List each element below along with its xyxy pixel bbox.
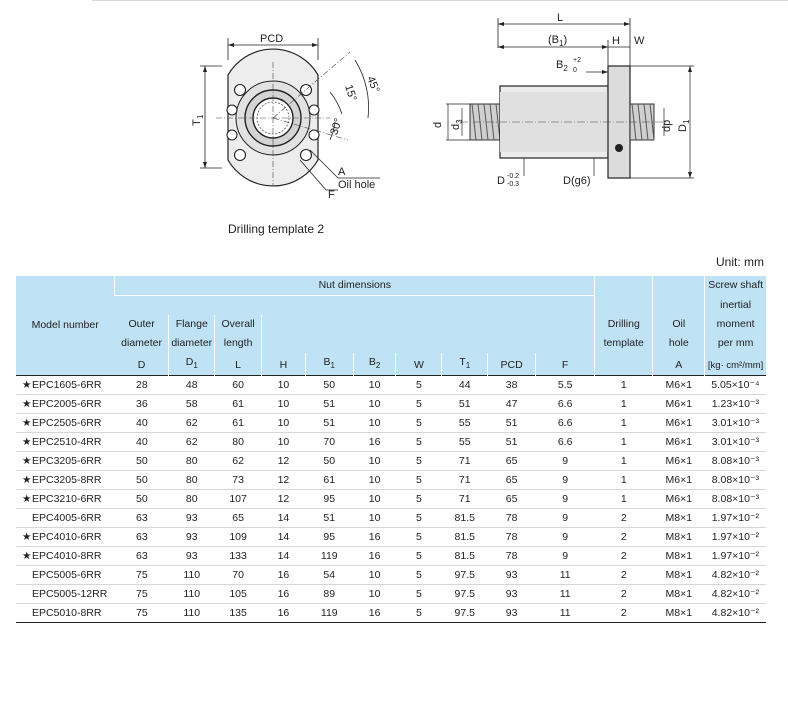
- header-sym-inertia-unit: [kg· cm²/mm]: [705, 353, 766, 376]
- header-sym-d1: $D_1$: [169, 353, 215, 376]
- cell-b2: 16: [353, 604, 396, 623]
- cell-t1: 55: [442, 414, 488, 433]
- header-drilling-2: template: [595, 334, 653, 353]
- cell-a: M8×1: [653, 585, 705, 604]
- cell-b2: 10: [353, 414, 396, 433]
- cell-f: 6.6: [536, 414, 595, 433]
- cell-pcd: 93: [488, 604, 536, 623]
- cell-d: 40: [115, 414, 169, 433]
- star-icon: ★: [22, 379, 32, 392]
- cell-b2: 10: [353, 509, 396, 528]
- cell-tmpl: 1: [595, 376, 653, 395]
- cell-h: 10: [262, 433, 306, 452]
- cell-inertia: 5.05×10⁻⁴: [705, 376, 766, 395]
- table-row: [16, 452, 766, 471]
- header-oil-2: hole: [653, 334, 705, 353]
- cell-h: 16: [262, 604, 306, 623]
- drawing-caption: Drilling template 2: [228, 222, 325, 236]
- header-outer-1: Outer: [115, 315, 169, 334]
- cell-f: 11: [536, 566, 595, 585]
- cell-l: 61: [215, 395, 262, 414]
- cell-tmpl: 2: [595, 566, 653, 585]
- cell-tmpl: 2: [595, 528, 653, 547]
- cell-inertia: 4.82×10⁻²: [705, 604, 766, 623]
- cell-d1: 110: [169, 585, 215, 604]
- cell-h: 16: [262, 585, 306, 604]
- cell-tmpl: 1: [595, 414, 653, 433]
- d-tolerance-bottom: -0.3: [507, 181, 520, 188]
- oil-hole-label: Oil hole: [338, 179, 376, 191]
- b2-tolerance-top: +2: [573, 57, 581, 64]
- cell-h: 12: [262, 452, 306, 471]
- spec-table-body: [16, 376, 766, 623]
- cell-w: 5: [396, 547, 442, 566]
- cell-pcd: 51: [488, 433, 536, 452]
- cell-d1: 48: [169, 376, 215, 395]
- cell-b2: 16: [353, 528, 396, 547]
- table-header-row-4: [16, 334, 766, 353]
- table-row: [16, 376, 766, 395]
- model-cell: [16, 376, 115, 395]
- header-inertia-2: inertial: [705, 296, 766, 316]
- star-icon: ★: [22, 550, 32, 563]
- cell-w: 5: [396, 433, 442, 452]
- dp-label: dp: [661, 119, 673, 132]
- model-cell: [16, 566, 115, 585]
- d3-label: $d_3$: [450, 119, 464, 130]
- model-number: EPC5010-8RR: [32, 607, 102, 620]
- model-cell: [16, 452, 115, 471]
- header-oil-hole-top: [653, 276, 705, 315]
- cell-b2: 16: [353, 547, 396, 566]
- unit-label: Unit: mm: [716, 255, 764, 269]
- table-header-symbol-row: [16, 353, 766, 376]
- cell-b1: 95: [305, 528, 353, 547]
- cell-d1: 80: [169, 490, 215, 509]
- model-cell: [16, 547, 115, 566]
- side-view-drawing: [0, 0, 788, 215]
- cell-tmpl: 2: [595, 604, 653, 623]
- cell-pcd: 65: [488, 471, 536, 490]
- cell-inertia: 1.23×10⁻³: [705, 395, 766, 414]
- cell-b2: 16: [353, 433, 396, 452]
- cell-l: 105: [215, 585, 262, 604]
- cell-a: M8×1: [653, 528, 705, 547]
- cell-b1: 61: [305, 471, 353, 490]
- cell-inertia: 1.97×10⁻²: [705, 509, 766, 528]
- cell-t1: 71: [442, 490, 488, 509]
- cell-w: 5: [396, 395, 442, 414]
- cell-l: 109: [215, 528, 262, 547]
- table-row: [16, 528, 766, 547]
- cell-f: 9: [536, 471, 595, 490]
- cell-t1: 81.5: [442, 547, 488, 566]
- star-icon: ★: [22, 436, 32, 449]
- model-number: EPC3205-8RR: [32, 474, 102, 487]
- header-sym-l: L: [215, 353, 262, 376]
- cell-b2: 10: [353, 471, 396, 490]
- cell-l: 133: [215, 547, 262, 566]
- d1-label: $D_1$: [677, 119, 691, 132]
- table-row: [16, 547, 766, 566]
- model-number: EPC2005-6RR: [32, 398, 102, 411]
- cell-t1: 81.5: [442, 528, 488, 547]
- cell-b2: 10: [353, 395, 396, 414]
- cell-d: 36: [115, 395, 169, 414]
- cell-d1: 110: [169, 566, 215, 585]
- table-row: [16, 566, 766, 585]
- t1-label: T: [191, 119, 203, 126]
- header-flange-2: diameter: [169, 334, 215, 353]
- cell-w: 5: [396, 604, 442, 623]
- cell-b1: 51: [305, 414, 353, 433]
- cell-d: 28: [115, 376, 169, 395]
- cell-b2: 10: [353, 376, 396, 395]
- cell-inertia: 8.08×10⁻³: [705, 471, 766, 490]
- cell-a: M6×1: [653, 433, 705, 452]
- cell-l: 65: [215, 509, 262, 528]
- b1-label: $(B_1)$: [548, 34, 568, 48]
- cell-pcd: 65: [488, 490, 536, 509]
- angle-45-label: 45°: [364, 74, 382, 95]
- star-icon: ★: [22, 417, 32, 430]
- b2-tolerance-bottom: 0: [573, 67, 577, 74]
- cell-d1: 93: [169, 528, 215, 547]
- cell-tmpl: 1: [595, 433, 653, 452]
- cell-d1: 110: [169, 604, 215, 623]
- model-number: EPC3210-6RR: [32, 493, 102, 506]
- d-tolerance-top: -0.2: [507, 173, 520, 180]
- header-drilling-template-top: [595, 276, 653, 315]
- model-number: EPC4005-6RR: [32, 512, 102, 525]
- table-row: [16, 490, 766, 509]
- cell-h: 10: [262, 414, 306, 433]
- cell-d: 75: [115, 604, 169, 623]
- header-overall-2: length: [215, 334, 262, 353]
- cell-d: 50: [115, 471, 169, 490]
- cell-pcd: 78: [488, 547, 536, 566]
- cell-h: 12: [262, 490, 306, 509]
- cell-t1: 55: [442, 433, 488, 452]
- cell-f: 11: [536, 585, 595, 604]
- model-number: EPC5005-12RR: [32, 588, 108, 601]
- cell-b1: 54: [305, 566, 353, 585]
- table-header-row-3: [16, 315, 766, 334]
- cell-h: 10: [262, 376, 306, 395]
- cell-d: 63: [115, 547, 169, 566]
- cell-h: 14: [262, 528, 306, 547]
- cell-l: 60: [215, 376, 262, 395]
- table-row: [16, 433, 766, 452]
- model-cell: [16, 509, 115, 528]
- header-inertia-1: Screw shaft: [705, 276, 766, 296]
- cell-b1: 119: [305, 547, 353, 566]
- cell-inertia: 1.97×10⁻²: [705, 528, 766, 547]
- cell-d1: 80: [169, 452, 215, 471]
- cell-a: M8×1: [653, 509, 705, 528]
- star-icon: ★: [22, 531, 32, 544]
- model-cell: [16, 490, 115, 509]
- header-sym-t1: $T_1$: [442, 353, 488, 376]
- cell-w: 5: [396, 471, 442, 490]
- cell-pcd: 78: [488, 509, 536, 528]
- cell-h: 10: [262, 395, 306, 414]
- cell-a: M8×1: [653, 547, 705, 566]
- cell-pcd: 93: [488, 585, 536, 604]
- model-number: EPC4010-8RR: [32, 550, 102, 563]
- cell-t1: 51: [442, 395, 488, 414]
- angle-15-label: 15°: [342, 83, 359, 103]
- model-cell: [16, 528, 115, 547]
- cell-h: 12: [262, 471, 306, 490]
- cell-h: 16: [262, 566, 306, 585]
- cell-l: 61: [215, 414, 262, 433]
- cell-pcd: 51: [488, 414, 536, 433]
- cell-w: 5: [396, 376, 442, 395]
- cell-b1: 51: [305, 509, 353, 528]
- table-row: [16, 604, 766, 623]
- header-drilling-1: Drilling: [595, 315, 653, 334]
- model-number: EPC2510-4RR: [32, 436, 102, 449]
- cell-tmpl: 1: [595, 471, 653, 490]
- technical-drawings: [0, 0, 788, 215]
- cell-w: 5: [396, 585, 442, 604]
- cell-f: 9: [536, 547, 595, 566]
- spec-table: [16, 276, 766, 623]
- star-icon: ★: [22, 493, 32, 506]
- angle-30-label: 30°: [328, 116, 345, 137]
- cell-tmpl: 2: [595, 547, 653, 566]
- cell-a: M8×1: [653, 566, 705, 585]
- cell-a: M6×1: [653, 490, 705, 509]
- oil-hole-a-label: A: [338, 166, 346, 178]
- cell-inertia: 4.82×10⁻²: [705, 566, 766, 585]
- cell-l: 70: [215, 566, 262, 585]
- d-bottom-label: D: [497, 175, 505, 187]
- model-number: EPC5005-6RR: [32, 569, 102, 582]
- header-overall-1: Overall: [215, 315, 262, 334]
- cell-f: 6.6: [536, 433, 595, 452]
- header-nut-dimensions: Nut dimensions: [115, 276, 595, 296]
- header-outer-2: diameter: [115, 334, 169, 353]
- cell-d1: 93: [169, 547, 215, 566]
- cell-f: 9: [536, 490, 595, 509]
- model-number: EPC3205-6RR: [32, 455, 102, 468]
- cell-h: 14: [262, 547, 306, 566]
- cell-inertia: 3.01×10⁻³: [705, 414, 766, 433]
- model-cell: [16, 414, 115, 433]
- header-oil-1: Oil: [653, 315, 705, 334]
- cell-w: 5: [396, 414, 442, 433]
- header-sym-w: W: [396, 353, 442, 376]
- cell-f: 9: [536, 452, 595, 471]
- table-row: [16, 585, 766, 604]
- cell-f: 5.5: [536, 376, 595, 395]
- cell-f: 9: [536, 509, 595, 528]
- b2-label: $B_2$: [556, 59, 568, 73]
- t1-subscript: 1: [196, 114, 205, 119]
- cell-tmpl: 2: [595, 585, 653, 604]
- cell-a: M8×1: [653, 604, 705, 623]
- cell-l: 62: [215, 452, 262, 471]
- cell-b1: 50: [305, 376, 353, 395]
- cell-w: 5: [396, 490, 442, 509]
- l-label: L: [557, 12, 564, 24]
- cell-b1: 51: [305, 395, 353, 414]
- w-label: W: [634, 35, 645, 47]
- cell-l: 80: [215, 433, 262, 452]
- cell-w: 5: [396, 566, 442, 585]
- cell-d: 50: [115, 452, 169, 471]
- header-sym-h: H: [262, 353, 306, 376]
- cell-inertia: 3.01×10⁻³: [705, 433, 766, 452]
- cell-d1: 62: [169, 414, 215, 433]
- dg6-label: D(g6): [563, 175, 591, 187]
- cell-tmpl: 1: [595, 395, 653, 414]
- cell-t1: 97.5: [442, 604, 488, 623]
- cell-pcd: 38: [488, 376, 536, 395]
- cell-t1: 97.5: [442, 566, 488, 585]
- cell-d1: 62: [169, 433, 215, 452]
- table-row: [16, 414, 766, 433]
- cell-b2: 10: [353, 585, 396, 604]
- cell-d: 40: [115, 433, 169, 452]
- header-inertia-3: moment: [705, 315, 766, 334]
- model-cell: [16, 471, 115, 490]
- cell-b2: 10: [353, 490, 396, 509]
- cell-d: 63: [115, 509, 169, 528]
- star-icon: ★: [22, 474, 32, 487]
- cell-tmpl: 2: [595, 509, 653, 528]
- cell-d: 75: [115, 585, 169, 604]
- cell-w: 5: [396, 509, 442, 528]
- cell-t1: 97.5: [442, 585, 488, 604]
- cell-inertia: 8.08×10⁻³: [705, 490, 766, 509]
- cell-tmpl: 1: [595, 490, 653, 509]
- cell-d1: 93: [169, 509, 215, 528]
- header-sym-a: A: [653, 353, 705, 376]
- table-row: [16, 509, 766, 528]
- pcd-label: PCD: [260, 33, 284, 45]
- cell-inertia: 4.82×10⁻²: [705, 585, 766, 604]
- model-number: EPC4010-6RR: [32, 531, 102, 544]
- header-sym-d: D: [115, 353, 169, 376]
- cell-pcd: 65: [488, 452, 536, 471]
- cell-t1: 71: [442, 452, 488, 471]
- cell-d: 75: [115, 566, 169, 585]
- cell-a: M6×1: [653, 414, 705, 433]
- model-cell: [16, 604, 115, 623]
- cell-a: M6×1: [653, 376, 705, 395]
- cell-f: 11: [536, 604, 595, 623]
- header-flange-1: Flange: [169, 315, 215, 334]
- cell-b2: 10: [353, 452, 396, 471]
- cell-pcd: 93: [488, 566, 536, 585]
- cell-pcd: 78: [488, 528, 536, 547]
- cell-b2: 10: [353, 566, 396, 585]
- cell-l: 135: [215, 604, 262, 623]
- model-cell: [16, 395, 115, 414]
- cell-a: M6×1: [653, 471, 705, 490]
- cell-d1: 80: [169, 471, 215, 490]
- cell-w: 5: [396, 452, 442, 471]
- header-inertia-4: per mm: [705, 334, 766, 353]
- cell-pcd: 47: [488, 395, 536, 414]
- model-cell: [16, 585, 115, 604]
- cell-d: 63: [115, 528, 169, 547]
- cell-h: 14: [262, 509, 306, 528]
- cell-b1: 89: [305, 585, 353, 604]
- star-icon: ★: [22, 398, 32, 411]
- header-model: Model number: [16, 276, 115, 376]
- cell-t1: 81.5: [442, 509, 488, 528]
- d-label: d: [432, 121, 444, 128]
- cell-a: M6×1: [653, 395, 705, 414]
- cell-l: 73: [215, 471, 262, 490]
- cell-inertia: 8.08×10⁻³: [705, 452, 766, 471]
- header-sym-pcd: PCD: [488, 353, 536, 376]
- cell-t1: 71: [442, 471, 488, 490]
- cell-l: 107: [215, 490, 262, 509]
- header-sym-b1: $B_1$: [305, 353, 353, 376]
- cell-tmpl: 1: [595, 452, 653, 471]
- cell-f: 6.6: [536, 395, 595, 414]
- cell-a: M6×1: [653, 452, 705, 471]
- table-header-group-row: [16, 276, 766, 296]
- cell-d: 50: [115, 490, 169, 509]
- cell-t1: 44: [442, 376, 488, 395]
- f-label: F: [328, 189, 335, 201]
- model-number: EPC1605-6RR: [32, 379, 102, 392]
- cell-b1: 50: [305, 452, 353, 471]
- cell-f: 9: [536, 528, 595, 547]
- header-sym-b2: $B_2$: [353, 353, 396, 376]
- model-number: EPC2505-6RR: [32, 417, 102, 430]
- header-sym-f: F: [536, 353, 595, 376]
- table-row: [16, 471, 766, 490]
- table-row: [16, 395, 766, 414]
- cell-b1: 70: [305, 433, 353, 452]
- cell-d1: 58: [169, 395, 215, 414]
- cell-b1: 95: [305, 490, 353, 509]
- cell-w: 5: [396, 528, 442, 547]
- cell-b1: 119: [305, 604, 353, 623]
- star-icon: ★: [22, 455, 32, 468]
- cell-inertia: 1.97×10⁻²: [705, 547, 766, 566]
- model-cell: [16, 433, 115, 452]
- h-label: H: [612, 35, 620, 47]
